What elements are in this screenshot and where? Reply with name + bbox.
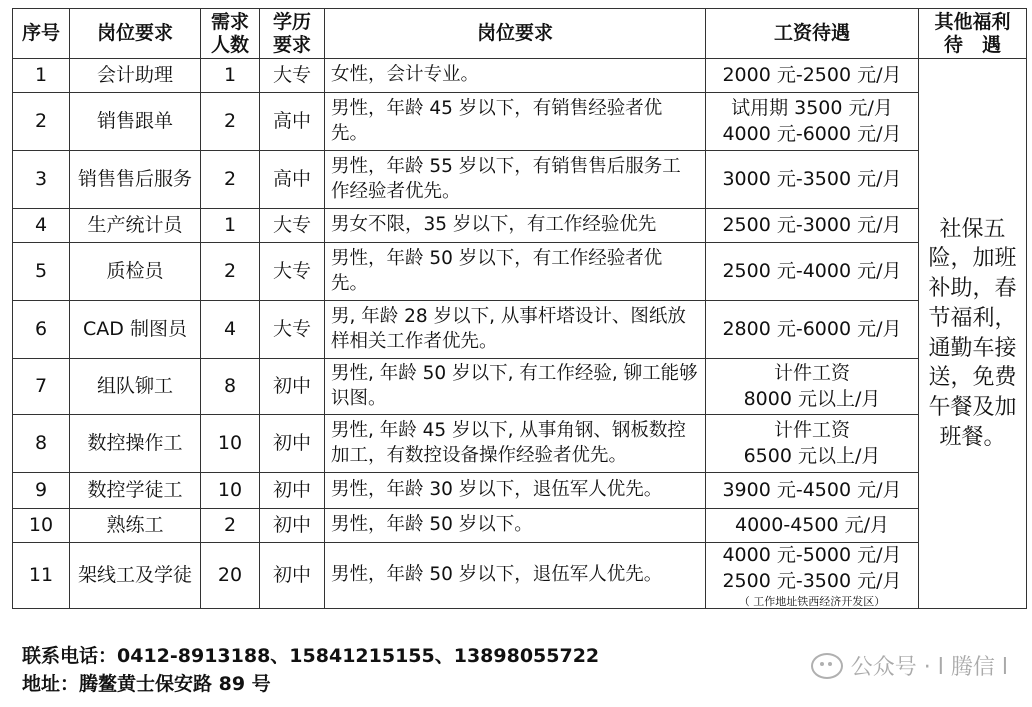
salary-line: 2500 元-4000 元/月: [722, 259, 902, 282]
salary-line: 4000 元-6000 元/月: [722, 122, 902, 145]
requirements: 男, 年龄 28 岁以下, 从事杆塔设计、图纸放样相关工作者优先。: [325, 301, 706, 359]
col-header-education: 学历 要求: [260, 9, 325, 59]
requirements: 男性，年龄 50 岁以下。: [325, 509, 706, 543]
table-row: [13, 151, 1027, 209]
table-row: [13, 59, 1027, 93]
col-header-benefits: 其他福利 待 遇: [919, 9, 1027, 59]
row-number: 8: [13, 415, 70, 473]
row-number: 1: [13, 59, 70, 93]
salary-line: 8000 元以上/月: [743, 387, 881, 410]
requirements: 男性，年龄 55 岁以下，有销售售后服务工作经验者优先。: [325, 151, 706, 209]
salary: [706, 509, 919, 543]
headcount: 10: [201, 415, 260, 473]
requirements: 男性, 年龄 50 岁以下, 有工作经验, 铆工能够识图。: [325, 359, 706, 415]
salary: [706, 151, 919, 209]
salary-line: 2500 元-3500 元/月: [722, 569, 902, 592]
position-name: 组队铆工: [70, 359, 201, 415]
headcount: 2: [201, 151, 260, 209]
position-name: 质检员: [70, 243, 201, 301]
address: 地址：腾鳌黄士保安路 89 号: [22, 673, 271, 695]
position-name: 架线工及学徒: [70, 543, 201, 609]
position-name: 生产统计员: [70, 209, 201, 243]
requirements: 男性，年龄 50 岁以下，退伍军人优先。: [325, 543, 706, 609]
salary: [706, 243, 919, 301]
row-number: 5: [13, 243, 70, 301]
salary-line: 2800 元-6000 元/月: [722, 317, 902, 340]
headcount: 1: [201, 209, 260, 243]
table-row: [13, 543, 1027, 609]
row-number: 3: [13, 151, 70, 209]
education: 大专: [260, 243, 325, 301]
salary-line: 试用期 3500 元/月: [731, 96, 893, 119]
requirements: 男性，年龄 45 岁以下，有销售经验者优先。: [325, 93, 706, 151]
salary: [706, 359, 919, 415]
table-row: [13, 509, 1027, 543]
col-header-requirements: 岗位要求: [325, 9, 706, 59]
salary-line: 2500 元-3000 元/月: [722, 213, 902, 236]
row-number: 6: [13, 301, 70, 359]
salary-line: 计件工资: [773, 418, 850, 441]
education: 初中: [260, 415, 325, 473]
headcount: 1: [201, 59, 260, 93]
position-name: 数控学徒工: [70, 473, 201, 509]
col-header-count: 需求 人数: [201, 9, 260, 59]
education: 大专: [260, 301, 325, 359]
salary: [706, 543, 919, 609]
row-number: 10: [13, 509, 70, 543]
watermark-text: 公众号 · l 腾信 l: [850, 655, 1008, 680]
row-number: 2: [13, 93, 70, 151]
col-header-no: 序号: [13, 9, 70, 59]
education: 大专: [260, 59, 325, 93]
headcount: 20: [201, 543, 260, 609]
position-name: CAD 制图员: [70, 301, 201, 359]
salary-line: 6500 元以上/月: [743, 444, 881, 467]
salary-line: 4000 元-5000 元/月: [722, 544, 902, 567]
salary-line: 2000 元-2500 元/月: [722, 63, 902, 86]
education: 初中: [260, 473, 325, 509]
headcount: 8: [201, 359, 260, 415]
table-row: [13, 415, 1027, 473]
salary: [706, 415, 919, 473]
headcount: 10: [201, 473, 260, 509]
requirements: 男女不限，35 岁以下，有工作经验优先: [325, 209, 706, 243]
education: 高中: [260, 151, 325, 209]
education: 高中: [260, 93, 325, 151]
headcount: 4: [201, 301, 260, 359]
salary: [706, 59, 919, 93]
job-table: [12, 8, 1027, 609]
col-header-salary: 工资待遇: [706, 9, 919, 59]
headcount: 2: [201, 93, 260, 151]
table-row: [13, 473, 1027, 509]
requirements: 女性，会计专业。: [325, 59, 706, 93]
position-name: 销售售后服务: [70, 151, 201, 209]
position-name: 会计助理: [70, 59, 201, 93]
position-name: 数控操作工: [70, 415, 201, 473]
wechat-icon: [811, 653, 843, 679]
table-row: [13, 209, 1027, 243]
education: 大专: [260, 209, 325, 243]
salary-line: 3900 元-4500 元/月: [722, 478, 902, 501]
table-row: [13, 359, 1027, 415]
education: 初中: [260, 543, 325, 609]
benefits: 社保五险，加班补助，春节福利，通勤车接送，免费午餐及加班餐。: [919, 59, 1027, 609]
salary-line: 3000 元-3500 元/月: [722, 167, 902, 190]
col-header-position: 岗位要求: [70, 9, 201, 59]
table-row: [13, 243, 1027, 301]
salary: [706, 473, 919, 509]
headcount: 2: [201, 509, 260, 543]
row-number: 9: [13, 473, 70, 509]
row-number: 11: [13, 543, 70, 609]
table-row: [13, 93, 1027, 151]
salary-line: 计件工资: [773, 361, 850, 384]
requirements: 男性, 年龄 45 岁以下, 从事角钢、钢板数控加工，有数控设备操作经验者优先。: [325, 415, 706, 473]
contact-phone: 联系电话：0412-8913188、15841215155、13898055722: [22, 645, 600, 667]
table-header-row: [13, 9, 1027, 59]
requirements: 男性，年龄 50 岁以下，有工作经验者优先。: [325, 243, 706, 301]
education: 初中: [260, 359, 325, 415]
position-name: 熟练工: [70, 509, 201, 543]
position-name: 销售跟单: [70, 93, 201, 151]
education: 初中: [260, 509, 325, 543]
salary: [706, 93, 919, 151]
salary: [706, 209, 919, 243]
watermark: [811, 650, 1008, 681]
salary-line: 4000-4500 元/月: [734, 513, 889, 536]
headcount: 2: [201, 243, 260, 301]
row-number: 7: [13, 359, 70, 415]
salary-note: （ 工作地址铁西经济开发区）: [738, 594, 886, 608]
requirements: 男性，年龄 30 岁以下，退伍军人优先。: [325, 473, 706, 509]
row-number: 4: [13, 209, 70, 243]
salary: [706, 301, 919, 359]
table-row: [13, 301, 1027, 359]
